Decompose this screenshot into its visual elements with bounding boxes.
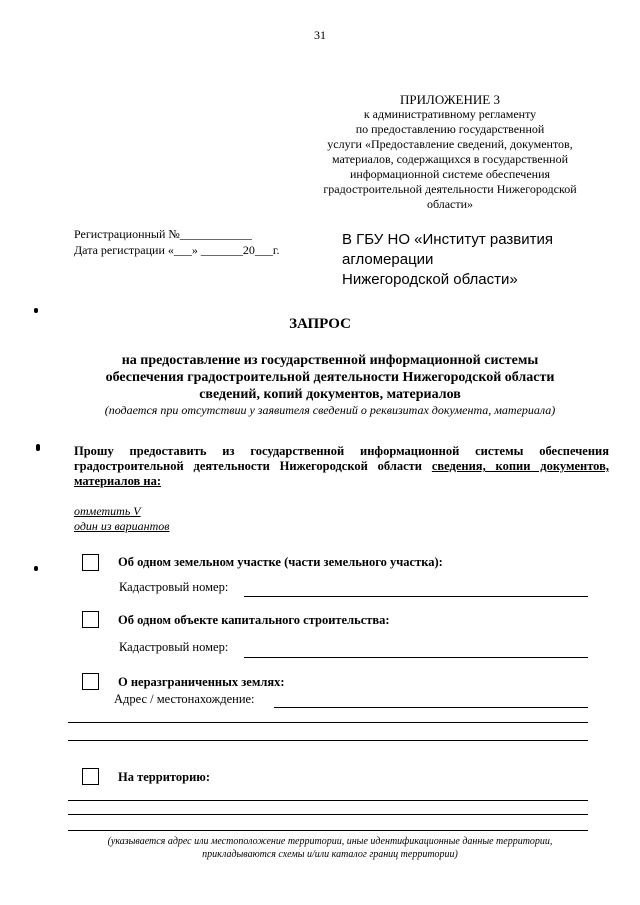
appendix-line: услуги «Предоставление сведений, документов, — [327, 137, 573, 151]
territory-option-label: На территорию: — [118, 770, 210, 784]
subtitle-note: (подается при отсутствии у заявителя сведений о реквизитах документа, материала) — [104, 403, 556, 417]
addressee-line: агломерации — [342, 251, 434, 268]
appendix-line: градостроительной деятельности Нижегородской — [323, 182, 577, 196]
request-text: Прошу предоставить из государственной информационной системы обеспечения градостроительной деятельности Нижегородской области — [74, 444, 609, 473]
unallocated-lands-address-field[interactable] — [274, 707, 588, 708]
appendix-block — [300, 92, 600, 212]
appendix-line: к административному регламенту — [363, 107, 537, 121]
addressee-block — [342, 230, 602, 290]
unallocated-lands-address-label: Адрес / местонахождение: — [114, 692, 255, 706]
addressee-line: Нижегородской области» — [342, 271, 518, 288]
request-paragraph — [74, 444, 609, 489]
document-title: ЗАПРОС — [289, 316, 351, 332]
land-plot-checkbox[interactable] — [82, 554, 99, 571]
appendix-line: материалов, содержащихся в государственной — [332, 152, 568, 166]
address-line[interactable] — [68, 722, 588, 723]
page-number: 31 — [314, 28, 326, 42]
land-plot-cadastral-label: Кадастровый номер: — [119, 580, 229, 594]
territory-line[interactable] — [68, 830, 588, 831]
unallocated-lands-checkbox[interactable] — [82, 673, 99, 690]
appendix-line: информационной системе обеспечения — [349, 167, 551, 181]
territory-checkbox[interactable] — [82, 768, 99, 785]
capital-object-cadastral-field[interactable] — [244, 657, 588, 658]
footnote: (указывается адрес или местоположение территории, иные идентификационные данные территории, прикладываются схемы и/или каталог границ территории) — [107, 836, 553, 860]
territory-line[interactable] — [68, 800, 588, 801]
unallocated-lands-option-label: О неразграниченных землях: — [118, 675, 285, 689]
registration-number-label: Регистрационный № — [74, 227, 180, 241]
appendix-heading: ПРИЛОЖЕНИЕ 3 — [400, 92, 500, 107]
capital-object-cadastral-label: Кадастровый номер: — [119, 640, 229, 654]
land-plot-cadastral-field[interactable] — [244, 596, 588, 597]
appendix-line: по предоставлению государственной — [355, 122, 545, 136]
registration-date-field[interactable]: Дата регистрации «___» _______20___г. — [74, 243, 280, 257]
document-subtitle: на предоставление из государственной информационной системы обеспечения градостроительной деятельности Нижегородской области сведений, копий документов, материалов — [105, 353, 555, 402]
address-line[interactable] — [68, 740, 588, 741]
scan-mark — [34, 308, 38, 313]
scan-mark — [36, 444, 40, 451]
addressee-line: В ГБУ НО «Институт развития — [342, 231, 554, 248]
scan-mark — [34, 566, 38, 571]
registration-number-field[interactable]: ____________ — [179, 227, 252, 241]
mark-hint: отметить V один из вариантов — [74, 504, 170, 533]
capital-object-option-label: Об одном объекте капитального строительства: — [118, 613, 390, 627]
request-underlined-text: сведения, копии документов, материалов на: — [74, 459, 609, 488]
capital-object-checkbox[interactable] — [82, 611, 99, 628]
territory-line[interactable] — [68, 814, 588, 815]
land-plot-option-label: Об одном земельном участке (части земельного участка): — [118, 555, 443, 569]
appendix-line: области» — [426, 197, 474, 211]
registration-block — [74, 226, 279, 258]
